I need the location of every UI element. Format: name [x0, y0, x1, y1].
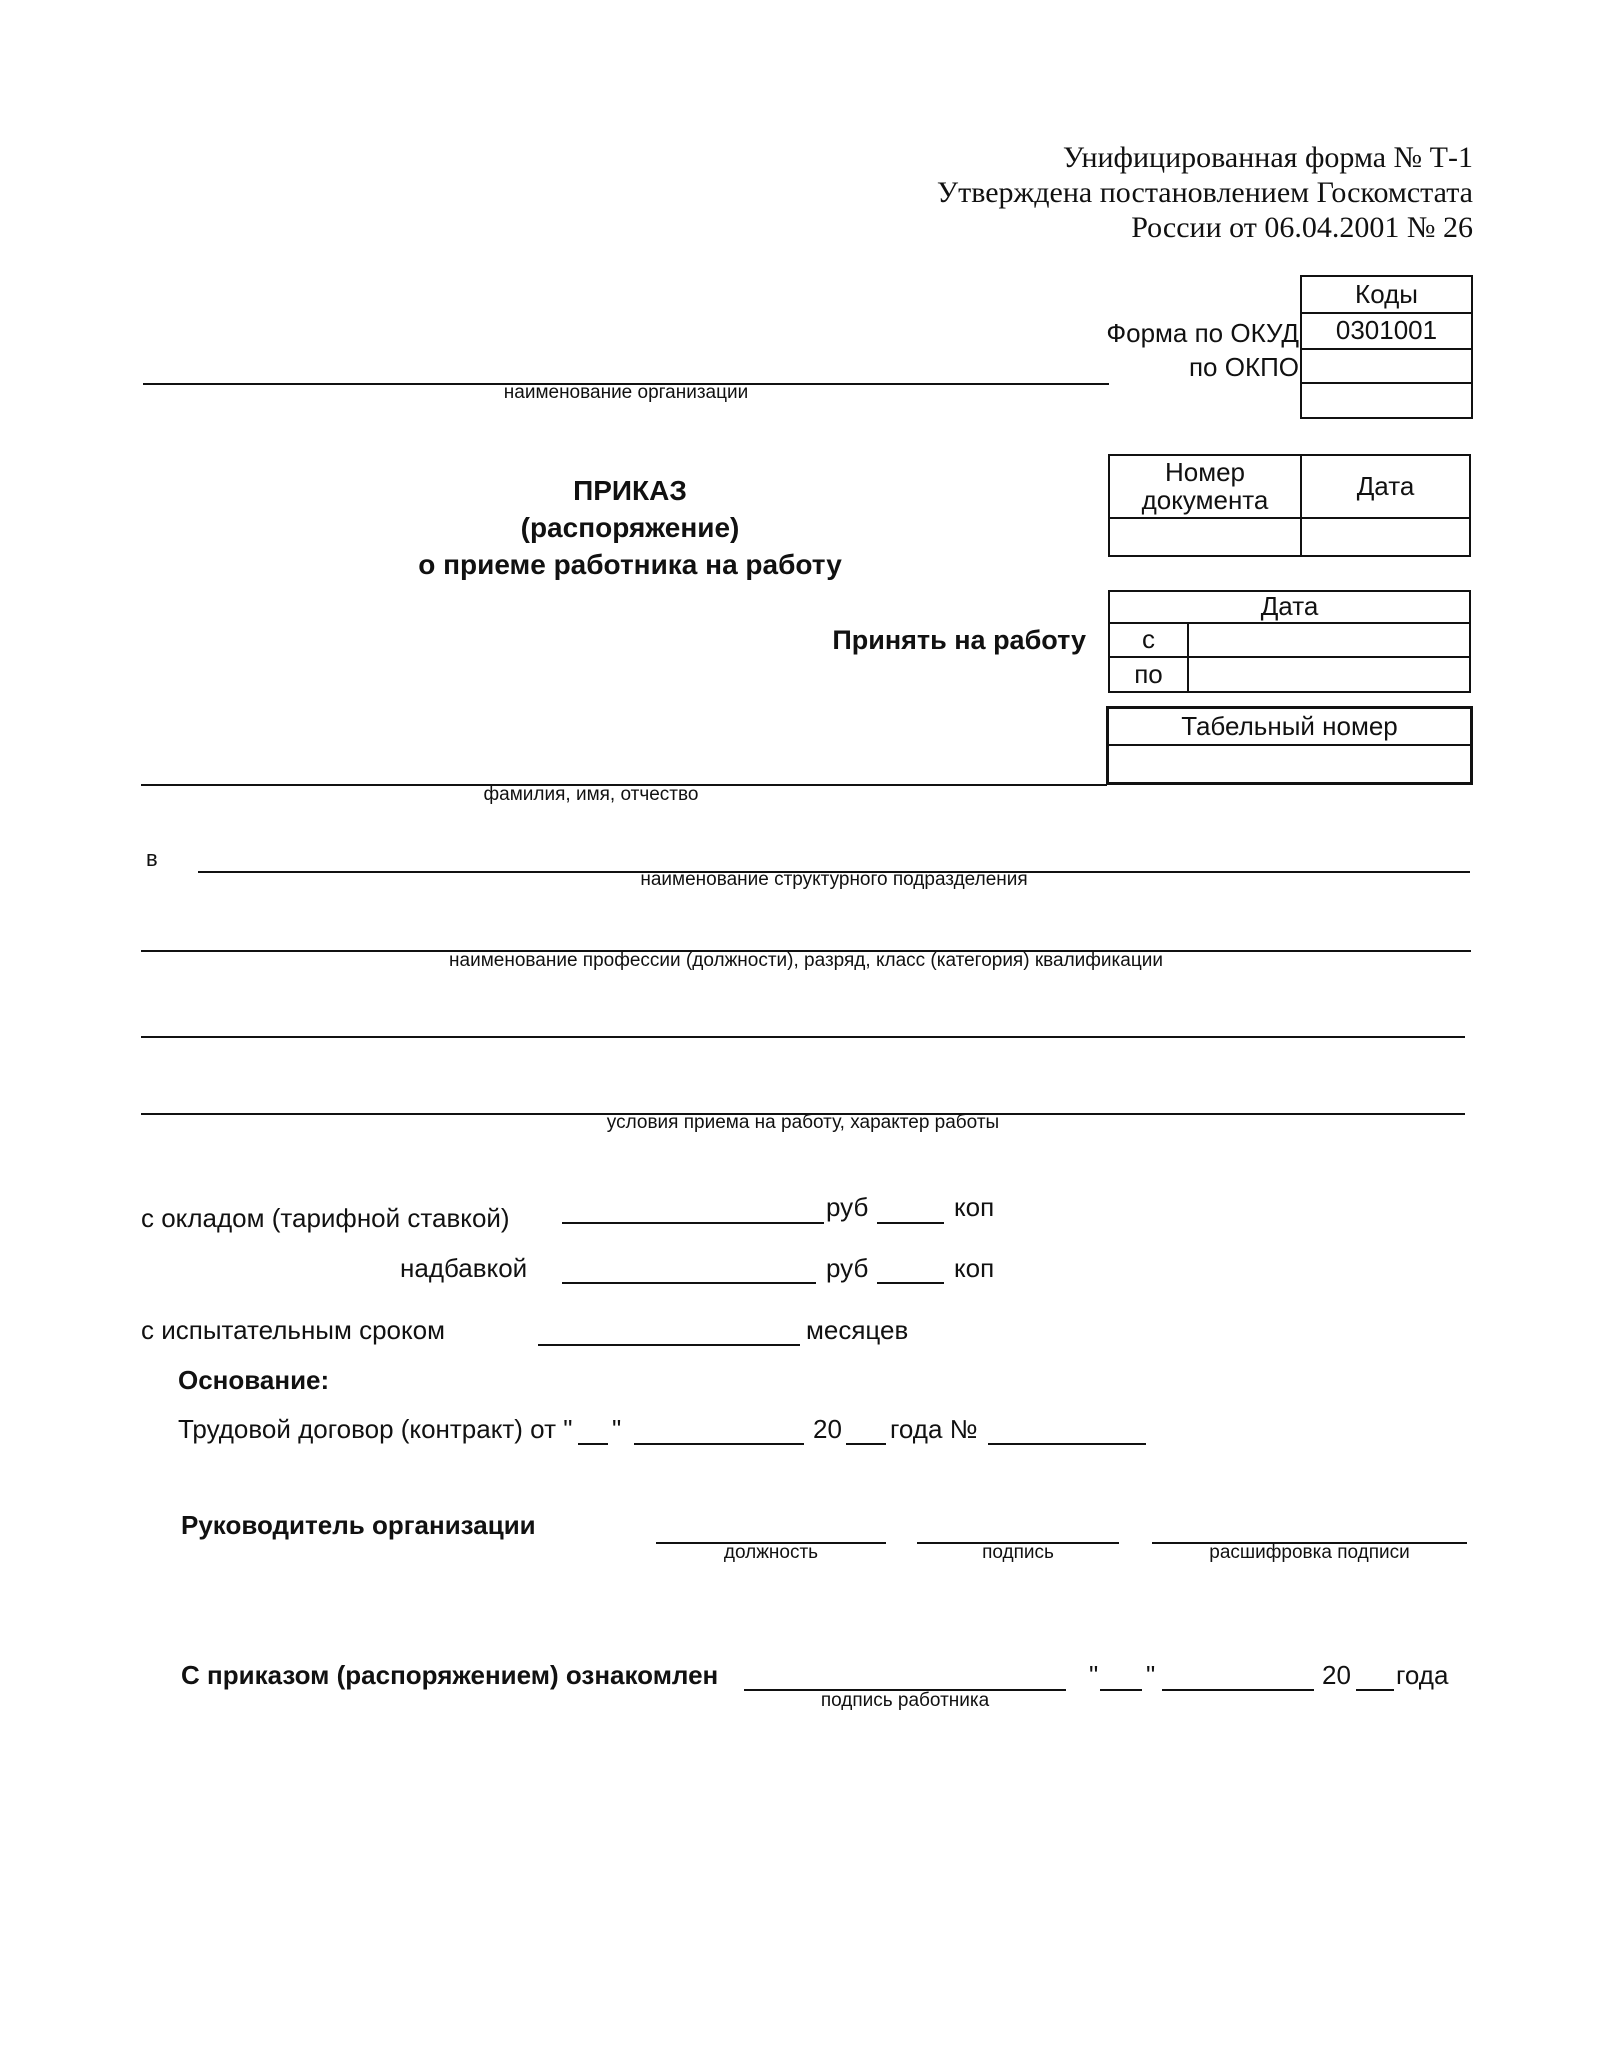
probation-unit: месяцев	[806, 1315, 909, 1345]
form-number: Унифицированная форма № Т-1	[1062, 141, 1473, 174]
document-title	[380, 472, 880, 583]
probation-label: с испытательным сроком	[141, 1315, 446, 1345]
acquainted-quote-close: "	[1146, 1660, 1156, 1690]
acquainted-quote-open: "	[1089, 1660, 1099, 1690]
head-decoding-caption: расшифровка подписи	[1209, 1542, 1410, 1563]
hire-label: Принять на работу	[832, 625, 1086, 655]
title-topic: о приеме работника на работу	[418, 549, 842, 580]
salary-rub-line[interactable]	[562, 1222, 824, 1224]
acquainted-day-line[interactable]	[1100, 1689, 1142, 1691]
approval-date: России от 06.04.2001 № 26	[1131, 211, 1473, 244]
bonus-rub-line[interactable]	[562, 1282, 816, 1284]
okpo-label: по ОКПО	[1188, 352, 1299, 382]
hire-to-value[interactable]	[1189, 657, 1469, 692]
contract-quote-close: "	[612, 1414, 622, 1444]
tab-number-header: Табельный номер	[1181, 710, 1398, 741]
contract-number-line[interactable]	[988, 1443, 1146, 1445]
acquainted-label: С приказом (распоряжением) ознакомлен	[181, 1660, 719, 1690]
hire-from-value[interactable]	[1189, 623, 1469, 657]
employee-name-caption: фамилия, имя, отчество	[483, 784, 699, 805]
department-caption: наименование структурного подразделения	[640, 869, 1028, 890]
contract-month-line[interactable]	[634, 1443, 804, 1445]
okud-label: Форма по ОКУД	[1106, 318, 1299, 348]
approval-line: Утверждена постановлением Госкомстата	[936, 176, 1473, 209]
hire-date-header: Дата	[1260, 591, 1319, 622]
hire-from-label: с	[1142, 624, 1155, 655]
tab-number-value[interactable]	[1109, 746, 1470, 782]
contract-year-prefix: 20	[813, 1414, 842, 1444]
acquainted-year-line[interactable]	[1356, 1689, 1394, 1691]
acquainted-year-prefix: 20	[1322, 1660, 1351, 1690]
bonus-kop-line[interactable]	[877, 1282, 944, 1284]
title-subtitle: (распоряжение)	[520, 512, 740, 543]
contract-prefix: Трудовой договор (контракт) от "	[178, 1414, 573, 1444]
organization-caption: наименование организации	[503, 382, 749, 403]
contract-day-line[interactable]	[578, 1443, 608, 1445]
acquainted-signature-caption: подпись работника	[820, 1690, 990, 1711]
acquainted-month-line[interactable]	[1162, 1689, 1314, 1691]
contract-year-line[interactable]	[846, 1443, 886, 1445]
doc-number-value[interactable]	[1110, 519, 1300, 555]
doc-date-value[interactable]	[1302, 519, 1469, 555]
hire-to-label: по	[1134, 658, 1163, 689]
title-prikaz: ПРИКАЗ	[573, 475, 687, 506]
position-caption: наименование профессии (должности), разряд, класс (категория) квалификации	[449, 950, 1163, 971]
salary-rub: руб	[826, 1192, 869, 1222]
conditions-line-1[interactable]	[141, 1036, 1465, 1038]
salary-kop-line[interactable]	[877, 1222, 944, 1224]
basis-label: Основание:	[178, 1365, 330, 1395]
doc-number-header: Номер документа	[1141, 457, 1269, 515]
salary-label: с окладом (тарифной ставкой)	[141, 1203, 510, 1233]
bonus-kop: коп	[954, 1253, 995, 1283]
probation-line[interactable]	[538, 1344, 800, 1346]
conditions-caption: условия приема на работу, характер работы	[606, 1112, 1000, 1133]
head-label: Руководитель организации	[181, 1510, 536, 1540]
contract-year-suffix: года №	[890, 1414, 978, 1444]
head-signature-caption: подпись	[982, 1542, 1054, 1563]
codes-title: Коды	[1355, 279, 1418, 310]
okpo-value[interactable]	[1300, 349, 1473, 383]
acquainted-year-suffix: года	[1396, 1660, 1449, 1690]
okud-value[interactable]: 0301001	[1335, 315, 1438, 346]
salary-kop: коп	[954, 1192, 995, 1222]
doc-date-header: Дата	[1356, 470, 1415, 501]
bonus-label: надбавкой	[400, 1253, 528, 1283]
head-position-caption: должность	[723, 1542, 819, 1563]
bonus-rub: руб	[826, 1253, 869, 1283]
department-prefix: в	[146, 846, 158, 871]
form-header	[937, 140, 1473, 245]
